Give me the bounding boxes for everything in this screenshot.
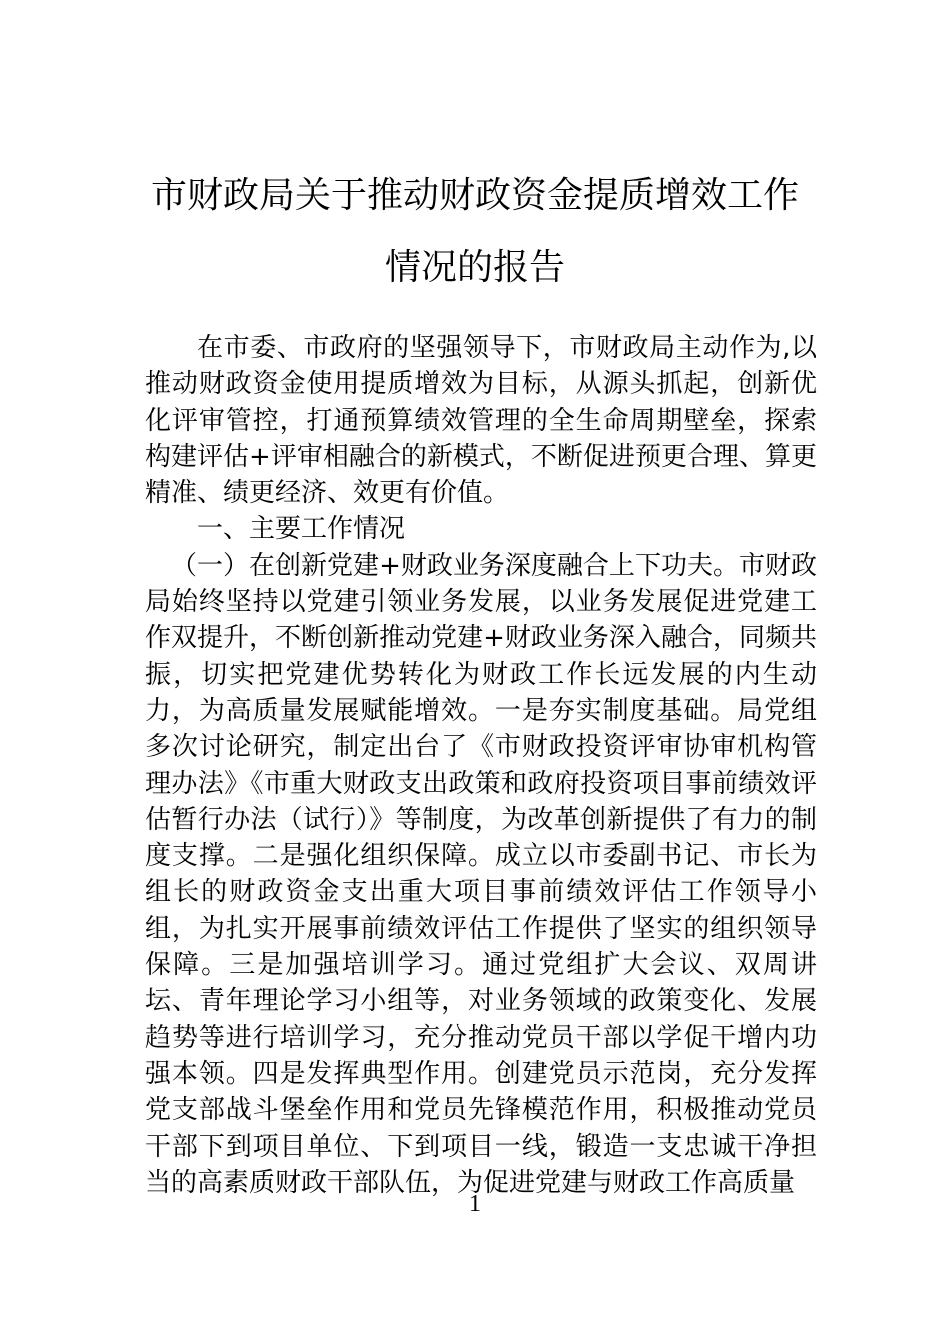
page-number: 1: [469, 1191, 481, 1217]
document-title-line-2: 情况的报告: [384, 247, 565, 288]
intro-paragraph: 在市委、市政府的坚强领导下，市财政局主动作为,以推动财政资金使用提质增效为目标，从源头抓起，创新优化评审管控，打通预算绩效管理的全生命周期壁垒，探索构建评估+评审相融合的新模式，不断促进预更合理、算更精准、绩更经济、效更有价值。: [145, 333, 817, 509]
document-title-line-1: 市财政局关于推动财政资金提质增效工作: [150, 175, 799, 216]
section-heading: 一、主要工作情况: [197, 514, 406, 545]
document-body: [145, 330, 817, 1201]
subsection-paragraph: （一）在创新党建+财政业务深度融合上下功夫。市财政局始终坚持以党建引领业务发展，以业务发展促进党建工作双提升，不断创新推动党建+财政业务深入融合，同频共振，切实把党建优势转化为财政工作长远发展的内生动力，为高质量发展赋能增效。一是夯实制度基础。局党组多次讨论研究，制定出台了《市财政投资评审协审机构管理办法》《市重大财政支出政策和政府投资项目事前绩效评估暂行办法（试行）》等制度，为改革创新提供了有力的制度支撑。二是强化组织保障。成立以市委副书记、市长为组长的财政资金支出重大项目事前绩效评估工作领导小组，为扎实开展事前绩效评估工作提供了坚实的组织领导保障。三是加强培训学习。通过党组扩大会议、双周讲坛、青年理论学习小组等，对业务领域的政策变化、发展趋势等进行培训学习，充分推动党员干部以学促干增内功强本领。四是发挥典型作用。创建党员示范岗，充分发挥党支部战斗堡垒作用和党员先锋模范作用，积极推动党员干部下到项目单位、下到项目一线，锻造一支忠诚干净担当的高素质财政干部队伍，为促进党建与财政工作高质量: [145, 550, 817, 1198]
